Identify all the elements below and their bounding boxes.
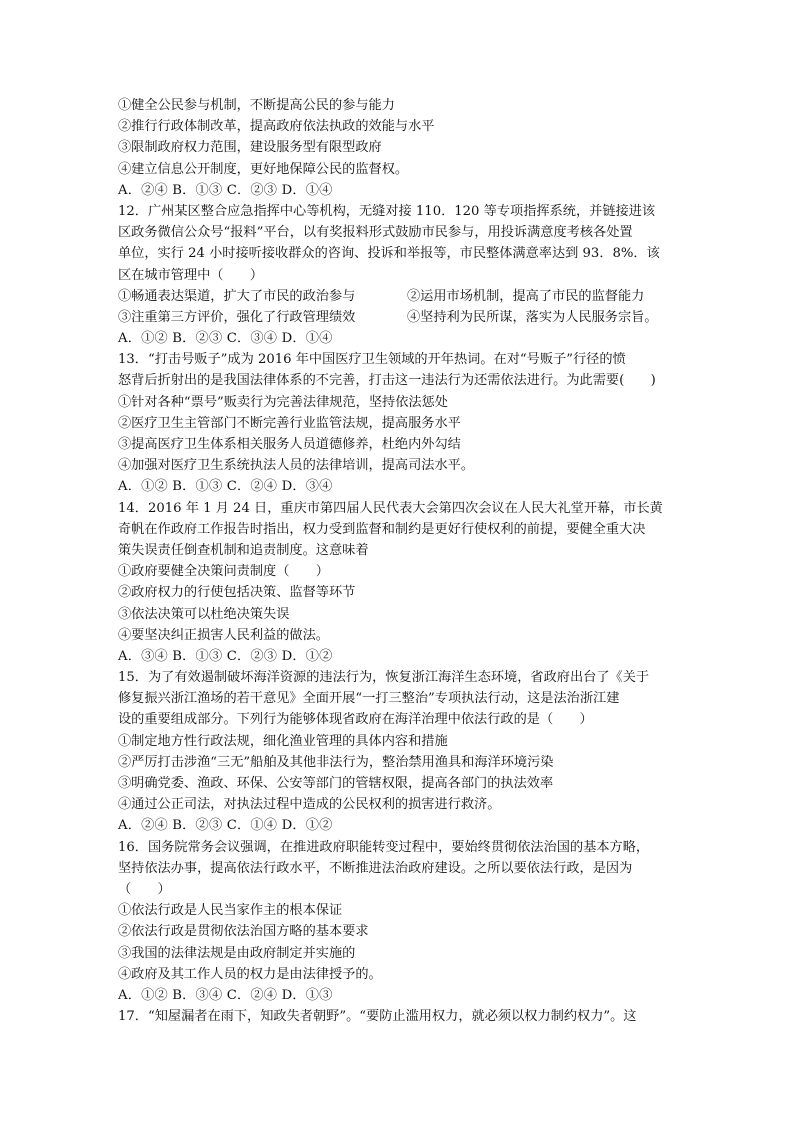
question-stem-line: 12．广州某区整合应急指挥中心等机构，无缝对接 110．120 等专项指挥系统，并链接进该 [118, 203, 656, 219]
question-stem-line: 怒背后折射出的是我国法律体系的不完善，打击这一违法行为还需依法进行。为此需要( ) [118, 373, 656, 389]
question-stem-line: 设的重要组成部分。下列行为能够体现省政府在海洋治理中依法行政的是（ ） [118, 712, 593, 728]
option-1: ①依法行政是人民当家作主的根本保证 [118, 903, 343, 919]
question-stem-line: 区在城市管理中（ ） [118, 267, 264, 283]
question-stem-line: 17．“知屋漏者在雨下，知政失者朝野”。“要防止滥用权力，就必须以权力制约权力”。这 [118, 1009, 637, 1025]
answer-choices: A．①② B．③④ C．②④ D．①③ [118, 987, 333, 1003]
option-3: ③限制政府权力范围，建设服务型有限型政府 [118, 140, 382, 156]
option-4: ④坚持利为民所谋，落实为人民服务宗旨。 [407, 309, 658, 325]
option-1: ①政府要健全决策问责制度（ ） [118, 564, 329, 580]
option-4: ④政府及其工作人员的权力是由法律授予的。 [118, 966, 382, 982]
question-stem-line: 15．为了有效遏制破坏海洋资源的违法行为，恢复浙江海洋生态环境，省政府出台了《关于 [118, 670, 650, 686]
option-4: ④加强对医疗卫生系统执法人员的法律培训，提高司法水平。 [118, 458, 475, 474]
question-16 [118, 837, 684, 1007]
option-2: ②严厉打击涉渔“三无”船舶及其他非法行为，整治禁用渔具和海洋环境污染 [118, 754, 554, 770]
question-15 [118, 667, 684, 837]
option-1: ①针对各种“票号”贩卖行为完善法律规范，坚持依法惩处 [118, 394, 448, 410]
option-3: ③提高医疗卫生体系相关服务人员道德修养，杜绝内外勾结 [118, 437, 461, 452]
document-page [118, 95, 684, 1027]
question-stem-line: 策失误责任倒查机制和追责制度。这意味着 [118, 542, 369, 558]
option-2: ②政府权力的行使包括决策、监督等环节 [118, 585, 356, 601]
option-1: ①制定地方性行政法规，细化渔业管理的具体内容和措施 [118, 733, 448, 749]
question-stem-line: 单位，实行 24 小时接听接收群众的咨询、投诉和举报等，市民整体满意率达到 93．8%．该 [118, 246, 660, 262]
option-4: ④建立信息公开制度，更好地保障公民的监督权。 [118, 161, 409, 177]
question-17 [118, 1006, 684, 1027]
answer-choices: A．①② B．①③ C．②④ D．③④ [118, 479, 333, 495]
option-3: ③依法决策可以杜绝决策失误 [118, 606, 290, 622]
option-2: ②运用市场机制，提高了市民的监督能力 [407, 288, 645, 304]
question-stem-line: 修复振兴浙江渔场的若干意见》全面开展“一打三整治”专项执法行动，这是法治浙江建 [118, 691, 620, 707]
answer-choices: A．①② B．②③ C．③④ D．①④ [118, 331, 333, 347]
option-2: ②推行行政体制改革，提高政府依法执政的效能与水平 [118, 119, 435, 135]
answer-choices: A．②④ B．①③ C．②③ D．①④ [118, 182, 333, 198]
question-stem-line: 16．国务院常务会议强调，在推进政府职能转变过程中，要始终贯彻依法治国的基本方略， [118, 839, 650, 855]
option-3: ③注重第三方评价，强化了行政管理绩效 [118, 309, 356, 325]
option-4: ④要坚决纠正损害人民利益的做法。 [118, 627, 329, 643]
question-13 [118, 349, 684, 497]
question-stem-line: 奇帆在作政府工作报告时指出，权力受到监督和制约是更好行使权利的前提，要健全重大决 [118, 521, 646, 537]
answer-choices: A．②④ B．②③ C．①④ D．①② [118, 818, 333, 834]
option-4: ④通过公正司法，对执法过程中造成的公民权利的损害进行救济。 [118, 797, 501, 813]
question-stem-line: 坚持依法办事，提高依法行政水平，不断推进法治政府建设。之所以要依法行政，是因为 [118, 860, 633, 876]
question-14 [118, 498, 684, 668]
question-12 [118, 201, 684, 349]
question-stem-line: 13．“打击号贩子”成为 2016 年中国医疗卫生领域的开年热词。在对“号贩子”行径的愤 [118, 352, 626, 368]
answer-choices: A．③④ B．①③ C．②③ D．①② [118, 648, 333, 664]
option-1: ①畅通表达渠道，扩大了市民的政治参与 [118, 288, 356, 304]
option-2: ②依法行政是贯彻依法治国方略的基本要求 [118, 924, 369, 940]
option-row [118, 286, 684, 307]
option-3: ③明确党委、渔政、环保、公安等部门的管辖权限，提高各部门的执法效率 [118, 776, 554, 791]
prev-question-block [118, 95, 684, 201]
option-2: ②医疗卫生主管部门不断完善行业监管法规，提高服务水平 [118, 415, 461, 431]
option-1: ①健全公民参与机制，不断提高公民的参与能力 [118, 98, 395, 113]
option-3: ③我国的法律法规是由政府制定并实施的 [118, 945, 356, 961]
question-stem-line: 区政务微信公众号“报料”平台，以有奖报料形式鼓励市民参与，用投诉满意度考核各处置 [118, 225, 633, 241]
question-stem-line: （ ） [118, 881, 171, 897]
option-row [118, 307, 684, 328]
question-stem-line: 14．2016 年 1 月 24 日，重庆市第四届人民代表大会第四次会议在人民大礼堂开幕，市长黄 [118, 500, 663, 516]
